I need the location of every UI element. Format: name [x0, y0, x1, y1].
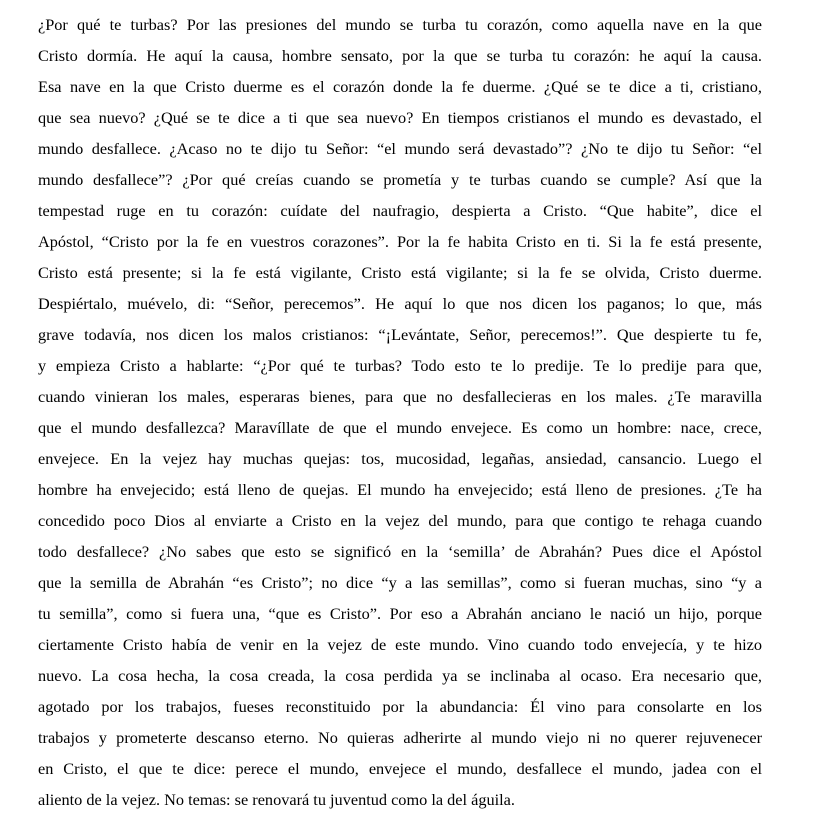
paragraph-line: mundo desfallece”? ¿Por qué creías cuando se prometía y te turbas cuando se cumple? Así que la	[38, 170, 762, 189]
paragraph-line: todo desfallece? ¿No sabes que esto se significó en la ‘semilla’ de Abrahán? Pues dice el Apóstol	[38, 542, 762, 561]
paragraph-line: concedido poco Dios al enviarte a Cristo en la vejez del mundo, para que contigo te rehaga cuando	[38, 511, 762, 530]
paragraph-line: tu semilla”, como si fuera una, “que es Cristo”. Por eso a Abrahán anciano le nació un hijo, porque	[38, 604, 762, 623]
paragraph-line: Apóstol, “Cristo por la fe en vuestros corazones”. Por la fe habita Cristo en ti. Si la fe está presente,	[38, 232, 762, 251]
paragraph-line: Despiértalo, muévelo, di: “Señor, perecemos”. He aquí lo que nos dicen los paganos; lo que, más	[38, 294, 762, 313]
paragraph-line: Cristo está presente; si la fe está vigilante, Cristo está vigilante; si la fe se olvida, Cristo duerme.	[38, 263, 762, 282]
paragraph-line: Esa nave en la que Cristo duerme es el corazón donde la fe duerme. ¿Qué se te dice a ti, cristiano,	[38, 77, 762, 96]
paragraph-line: Cristo dormía. He aquí la causa, hombre sensato, por la que se turba tu corazón: he aquí la causa.	[38, 46, 762, 65]
body-paragraph	[38, 9, 762, 815]
paragraph-line: en Cristo, el que te dice: perece el mundo, envejece el mundo, desfallece el mundo, jadea con el	[38, 759, 762, 778]
paragraph-line: que la semilla de Abrahán “es Cristo”; no dice “y a las semillas”, como si fueran muchas, sino “y a	[38, 573, 762, 592]
paragraph-line: ciertamente Cristo había de venir en la vejez de este mundo. Vino cuando todo envejecía, y te hizo	[38, 635, 762, 654]
paragraph-line: que el mundo desfallezca? Maravíllate de que el mundo envejece. Es como un hombre: nace, crece,	[38, 418, 762, 437]
paragraph-line: tempestad ruge en tu corazón: cuídate del naufragio, despierta a Cristo. “Que habite”, dice el	[38, 201, 762, 220]
paragraph-line: y empieza Cristo a hablarte: “¿Por qué te turbas? Todo esto te lo predije. Te lo predije para que,	[38, 356, 762, 375]
paragraph-line: ¿Por qué te turbas? Por las presiones del mundo se turba tu corazón, como aquella nave en la que	[38, 15, 762, 34]
paragraph-line: hombre ha envejecido; está lleno de quejas. El mundo ha envejecido; está lleno de presiones. ¿Te ha	[38, 480, 762, 499]
paragraph-line: trabajos y prometerte descanso eterno. No quieras adherirte al mundo viejo ni no querer rejuvenecer	[38, 728, 762, 747]
paragraph-line-last: aliento de la vejez. No temas: se renovará tu juventud como la del águila.	[38, 790, 515, 809]
paragraph-line: que sea nuevo? ¿Qué se te dice a ti que sea nuevo? En tiempos cristianos el mundo es devastado, el	[38, 108, 762, 127]
paragraph-line: nuevo. La cosa hecha, la cosa creada, la cosa perdida ya se inclinaba al ocaso. Era necesario que,	[38, 666, 762, 685]
paragraph-line: envejece. En la vejez hay muchas quejas: tos, mucosidad, legañas, ansiedad, cansancio. Luego el	[38, 449, 762, 468]
paragraph-line: grave todavía, nos dicen los malos cristianos: “¡Levántate, Señor, perecemos!”. Que despierte tu fe,	[38, 325, 762, 344]
paragraph-line: agotado por los trabajos, fueses reconstituido por la abundancia: Él vino para consolarte en los	[38, 697, 762, 716]
document-page	[38, 9, 762, 815]
paragraph-line: mundo desfallece. ¿Acaso no te dijo tu Señor: “el mundo será devastado”? ¿No te dijo tu Señor: “el	[38, 139, 762, 158]
paragraph-line: cuando vinieran los males, esperaras bienes, para que no desfallecieras en los males. ¿Te maravilla	[38, 387, 762, 406]
